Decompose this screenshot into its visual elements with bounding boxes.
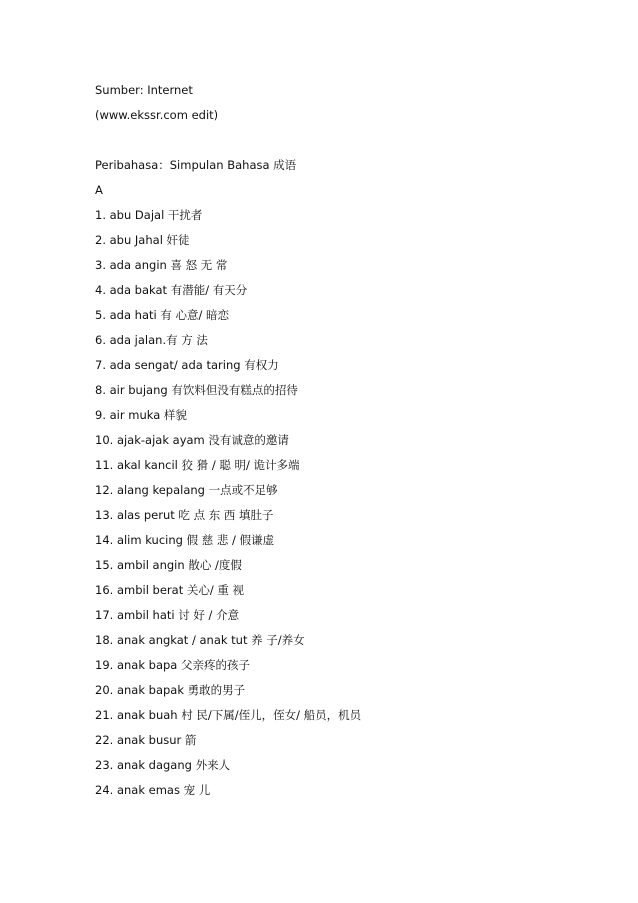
entry-10: 10. ajak-ajak ayam 没有诚意的邀请 — [95, 433, 289, 447]
document-heading: Peribahasa：Simpulan Bahasa 成语 — [95, 158, 297, 172]
entry-3: 3. ada angin 喜 怒 无 常 — [95, 258, 228, 272]
document-body — [95, 82, 615, 807]
section-letter: A — [95, 183, 103, 197]
entry-6: 6. ada jalan.有 方 法 — [95, 333, 208, 347]
entry-23: 23. anak dagang 外来人 — [95, 758, 231, 772]
entry-20: 20. anak bapak 勇敢的男子 — [95, 683, 246, 697]
entry-9: 9. air muka 样貌 — [95, 408, 187, 422]
entry-14: 14. alim kucing 假 慈 悲 / 假谦虚 — [95, 533, 275, 547]
source-site: (www.ekssr.com edit) — [95, 108, 219, 122]
entry-8: 8. air bujang 有饮料但没有糕点的招待 — [95, 383, 298, 397]
entry-16: 16. ambil berat 关心/ 重 视 — [95, 583, 245, 597]
entry-5: 5. ada hati 有 心意/ 暗恋 — [95, 308, 230, 322]
entry-22: 22. anak busur 箭 — [95, 733, 197, 747]
blank-line — [95, 132, 615, 157]
entry-18: 18. anak angkat / anak tut 养 子/养女 — [95, 633, 305, 647]
entry-1: 1. abu Dajal 干扰者 — [95, 208, 203, 222]
entry-24: 24. anak emas 宠 儿 — [95, 783, 211, 797]
entry-11: 11. akal kancil 狡 猾 / 聪 明/ 诡计多端 — [95, 458, 300, 472]
entry-4: 4. ada bakat 有潜能/ 有天分 — [95, 283, 248, 297]
entry-7: 7. ada sengat/ ada taring 有权力 — [95, 358, 279, 372]
source-label: Sumber: Internet — [95, 83, 193, 97]
entry-21: 21. anak buah 村 民/下属/侄儿，侄女/ 船员，机员 — [95, 708, 362, 722]
entry-17: 17. ambil hati 讨 好 / 介意 — [95, 608, 240, 622]
entry-12: 12. alang kepalang 一点或不足够 — [95, 483, 278, 497]
entry-2: 2. abu Jahal 奸徒 — [95, 233, 190, 247]
entry-19: 19. anak bapa 父亲疼的孩子 — [95, 658, 250, 672]
entry-15: 15. ambil angin 散心 /度假 — [95, 558, 242, 572]
entry-13: 13. alas perut 吃 点 东 西 填肚子 — [95, 508, 274, 522]
